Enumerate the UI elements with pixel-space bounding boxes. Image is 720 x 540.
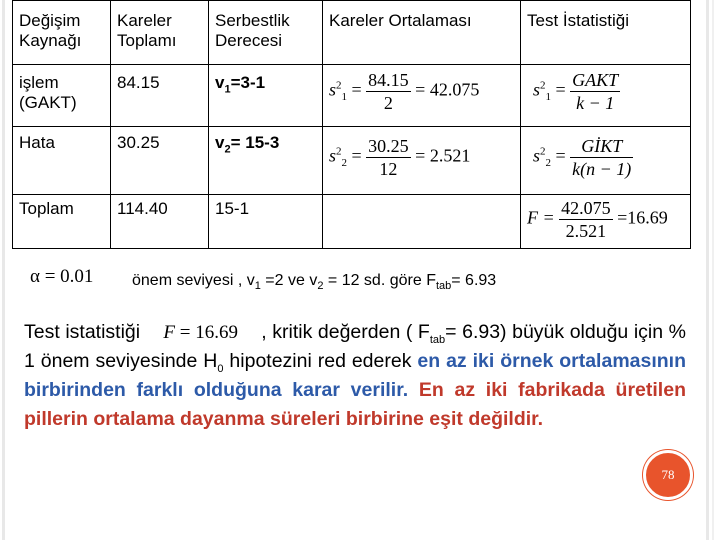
right-edge-line	[706, 0, 709, 540]
ts-formula-2: $s^2_2$ = $\frac{\text{GİKT}}{k(n - 1)}$	[521, 127, 691, 195]
inline-f-formula: F = 16.69	[163, 322, 238, 343]
page-number-badge: 78	[643, 450, 693, 500]
left-edge-line	[2, 0, 5, 540]
table-row: Hata 30.25 $v_2= 15-3$ $s^2_2$ = $\frac{30.25}{12}$ = 2.521 $s^2_2$ = $\frac{\text{GİKT}}{k(n - 1)}$	[13, 127, 691, 195]
alpha-level: α = 0.01	[30, 266, 94, 287]
ts-formula-1: $s^2_1$ = $\frac{\text{GAKT}}{k - 1}$	[521, 65, 691, 127]
ms-formula-2: $s^2_2$ = $\frac{30.25}{12}$ = 2.521	[323, 127, 521, 195]
table-row: işlem (GAKT) 84.15 $v_1=3-1$ $s^2_1$ = $\frac{84.15}{2}$ = 42.075 $s^2_1$ = $\frac{\text{GAKT}}{k - 1}$	[13, 65, 691, 127]
header-test-statistic: Test İstatistiği	[521, 1, 691, 65]
table-row: Toplam 114.40 15-1 F = $\frac{42.075}{2.521}$ =16.69	[13, 195, 691, 249]
header-sum-of-squares: Kareler Toplamı	[111, 1, 209, 65]
table-header-row	[13, 1, 691, 65]
right-edge-line-outer	[712, 0, 714, 540]
conclusion-paragraph: Test istatistiği F = 16.69 , kritik değerden ( $F_{tab}= 6.93$) büyük olduğu için % 1 önem seviyesinde $H_0$ hipotezini red ederek en az iki örnek ortalamasının birbirinden farklı olduğuna karar verilir. En az iki fabrikada üretilen pillerin ortalama dayanma süreleri birbirine eşit değildir.	[24, 318, 686, 434]
header-degrees-of-freedom: Serbestlik Derecesi	[209, 1, 323, 65]
significance-note: önem seviyesi , $v_1 =2$ ve $v_2 = 12$ sd. göre $F_{tab}= 6.93$	[132, 272, 497, 293]
anova-table	[12, 0, 691, 249]
header-mean-square: Kareler Ortalaması	[323, 1, 521, 65]
ms-formula-1: $s^2_1$ = $\frac{84.15}{2}$ = 42.075	[323, 65, 521, 127]
conclusion-red-text: En az iki fabrikada üretilen pillerin ortalama dayanma süreleri birbirine eşit değildir.	[24, 379, 686, 430]
conclusion-blue-text: en az iki örnek ortalamasının birbirinden farklı olduğuna karar verilir.	[24, 350, 686, 401]
ts-formula-3: F = $\frac{42.075}{2.521}$ =16.69	[521, 195, 691, 249]
header-source: Değişim Kaynağı	[13, 1, 111, 65]
